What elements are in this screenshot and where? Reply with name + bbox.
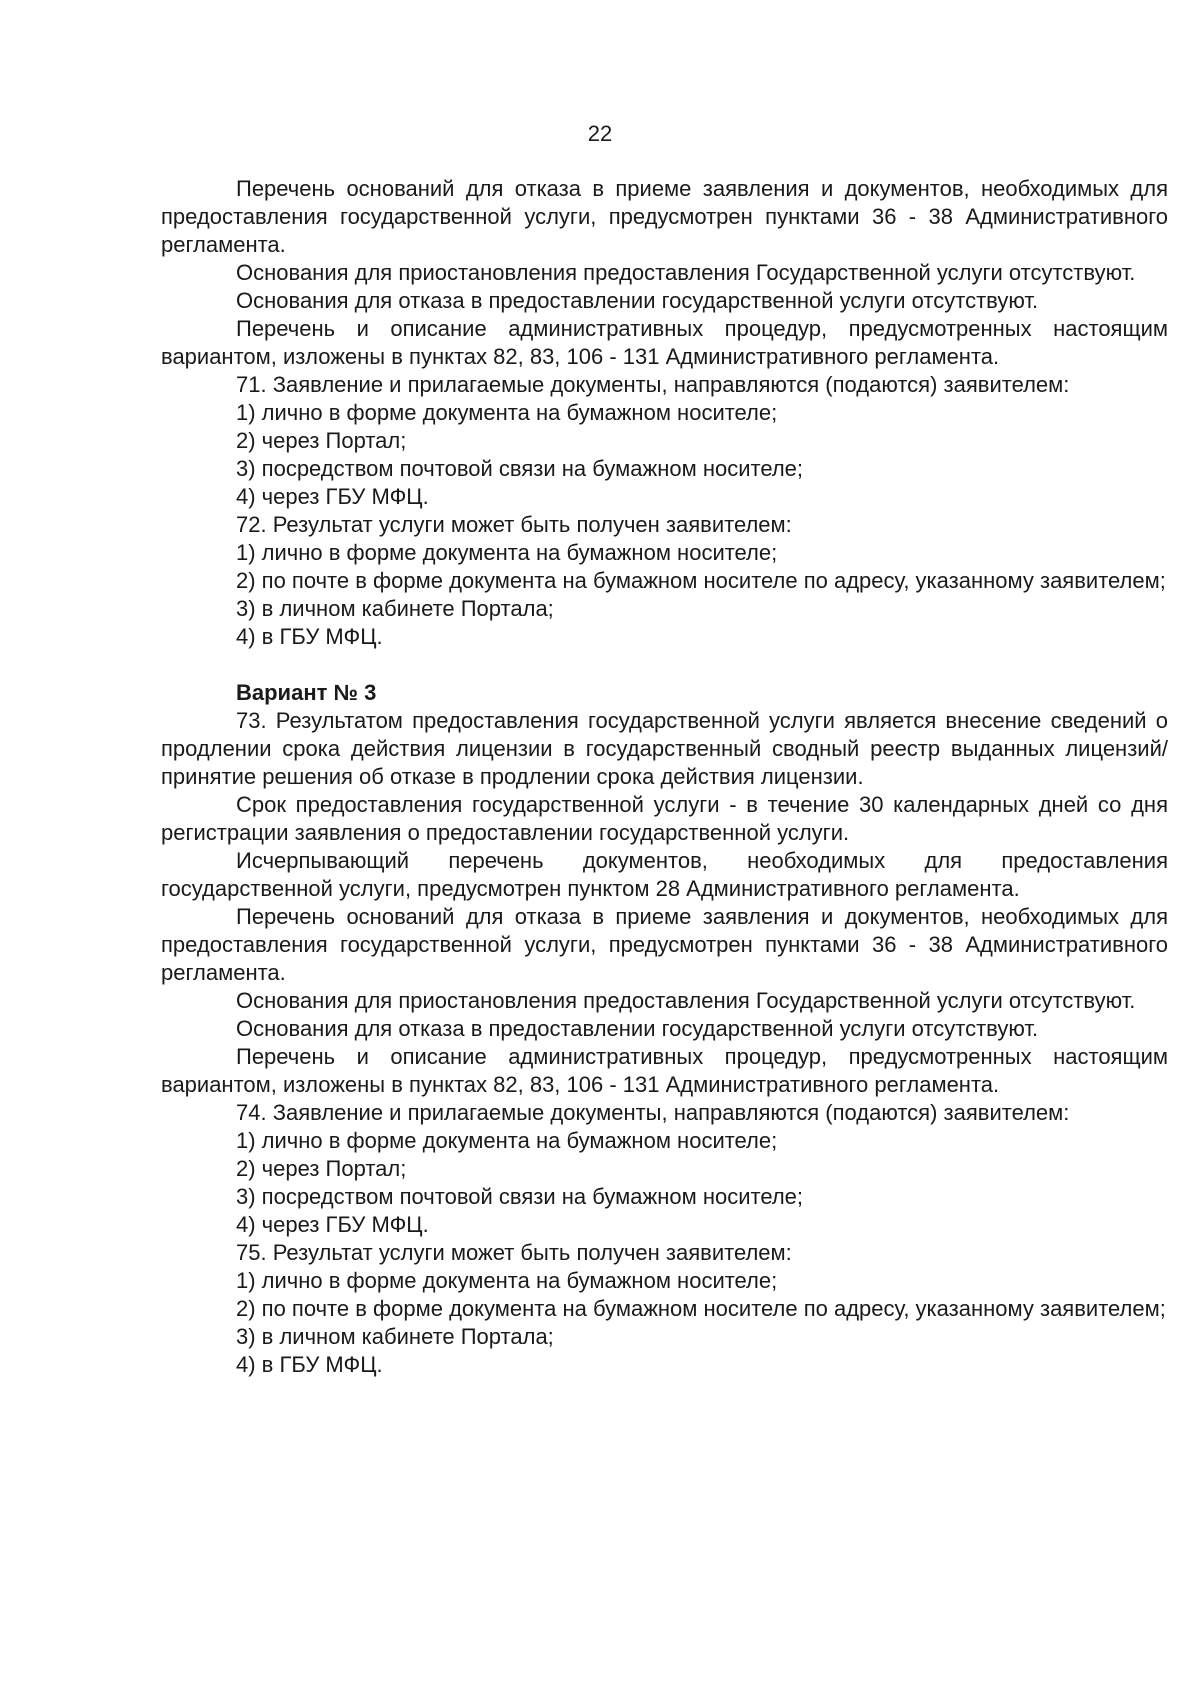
document-body	[161, 175, 1168, 1379]
page-number: 22	[587, 121, 613, 146]
paragraph: Основания для отказа в предоставлении государственной услуги отсутствуют.	[236, 1016, 1039, 1041]
list-item: 2) по почте в форме документа на бумажном носителе по адресу, указанному заявителем;	[236, 1296, 1166, 1321]
list-item: 1) лично в форме документа на бумажном носителе;	[236, 540, 778, 565]
list-item: 3) посредством почтовой связи на бумажном носителе;	[236, 1184, 804, 1209]
paragraph: 75. Результат услуги может быть получен заявителем:	[236, 1240, 792, 1265]
paragraph: Перечень оснований для отказа в приеме заявления и документов, необходимых для предоставления государственной услуги, предусмотрен пунктами 36 - 38 Административного регламента.	[161, 904, 1168, 985]
paragraph: 71. Заявление и прилагаемые документы, направляются (подаются) заявителем:	[236, 372, 1070, 397]
paragraph: Перечень и описание административных процедур, предусмотренных настоящим вариантом, изложены в пунктах 82, 83, 106 - 131 Административного регламента.	[161, 316, 1168, 369]
list-item: 4) через ГБУ МФЦ.	[236, 484, 429, 509]
section-b	[161, 707, 1168, 1379]
list-item: 4) в ГБУ МФЦ.	[236, 1352, 383, 1377]
paragraph: 74. Заявление и прилагаемые документы, направляются (подаются) заявителем:	[236, 1100, 1070, 1125]
list-item: 3) в личном кабинете Портала;	[236, 596, 554, 621]
paragraph: Основания для приостановления предоставления Государственной услуги отсутствуют.	[236, 988, 1136, 1013]
list-item: 4) в ГБУ МФЦ.	[236, 624, 383, 649]
paragraph: Исчерпывающий перечень документов, необходимых для предоставления государственной услуги, предусмотрен пунктом 28 Административного регламента.	[161, 848, 1168, 901]
list-item: 2) по почте в форме документа на бумажном носителе по адресу, указанному заявителем;	[236, 568, 1166, 593]
list-item: 3) посредством почтовой связи на бумажном носителе;	[236, 456, 804, 481]
list-item: 1) лично в форме документа на бумажном носителе;	[236, 1128, 778, 1153]
paragraph: Основания для приостановления предоставления Государственной услуги отсутствуют.	[236, 260, 1136, 285]
list-item: 2) через Портал;	[236, 428, 407, 453]
paragraph: 72. Результат услуги может быть получен заявителем:	[236, 512, 792, 537]
list-item: 4) через ГБУ МФЦ.	[236, 1212, 429, 1237]
paragraph: Перечень оснований для отказа в приеме заявления и документов, необходимых для предоставления государственной услуги, предусмотрен пунктами 36 - 38 Административного регламента.	[161, 176, 1168, 257]
list-item: 1) лично в форме документа на бумажном носителе;	[236, 1268, 778, 1293]
section-heading: Вариант № 3	[236, 680, 377, 705]
section-a	[161, 175, 1168, 651]
paragraph: Срок предоставления государственной услуги - в течение 30 календарных дней со дня регистрации заявления о предоставлении государственной услуги.	[161, 792, 1168, 845]
list-item: 2) через Портал;	[236, 1156, 407, 1181]
list-item: 1) лично в форме документа на бумажном носителе;	[236, 400, 778, 425]
paragraph: Перечень и описание административных процедур, предусмотренных настоящим вариантом, изложены в пунктах 82, 83, 106 - 131 Административного регламента.	[161, 1044, 1168, 1097]
list-item: 3) в личном кабинете Портала;	[236, 1324, 554, 1349]
paragraph: Основания для отказа в предоставлении государственной услуги отсутствуют.	[236, 288, 1039, 313]
paragraph: 73. Результатом предоставления государственной услуги является внесение сведений о продлении срока действия лицензии в государственный сводный реестр выданных лицензий/принятие решения об отказе в продлении срока действия лицензии.	[161, 708, 1168, 789]
